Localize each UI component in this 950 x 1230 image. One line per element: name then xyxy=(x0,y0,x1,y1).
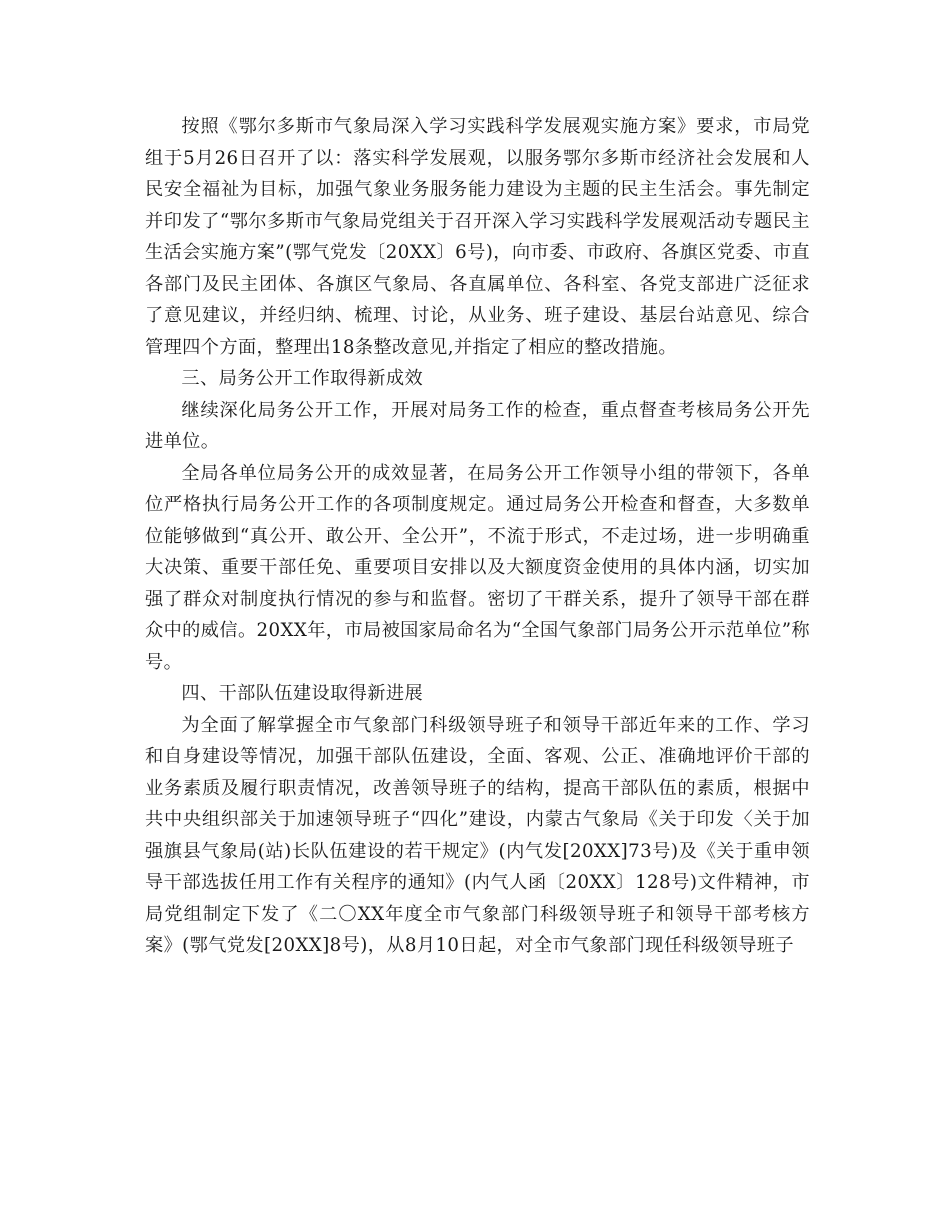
section-heading-affairs-disclosure: 三、局务公开工作取得新成效 xyxy=(181,368,424,389)
paragraph-cadre-assessment: 为全面了解掌握全市气象部门科级领导班子和领导干部近年来的工作、学习和自身建设等情况，加强干部队伍建设，全面、客观、公正、准确地评价干部的业务素质及履行职责情况，改善领导班子的结构，提高干部队伍的素质，根据中共中央组织部关于加速领导班子“四化”建设，内蒙古气象局《关于印发〈关于加强旗县气象局(站)长队伍建设的若干规定》(内气发[20XX]73号)及《关于重申领导干部选拔任用工作有关程序的通知》(内气人函〔20XX〕128号)文件精神，市局党组制定下发了《二〇XX年度全市气象部门科级领导班子和领导干部考核方案》(鄂气党发[20XX]8号)，从8月10日起，对全市气象部门现任科级领导班子 xyxy=(145,714,810,956)
section-heading-cadre-team: 四、干部队伍建设取得新进展 xyxy=(181,683,424,704)
document-body xyxy=(145,111,810,962)
paragraph-deepen-disclosure: 继续深化局务公开工作，开展对局务工作的检查，重点督查考核局务公开先进单位。 xyxy=(145,399,810,452)
paragraph-disclosure-results: 全局各单位局务公开的成效显著，在局务公开工作领导小组的带领下，各单位严格执行局务公开工作的各项制度规定。通过局务公开检查和督查，大多数单位能够做到“真公开、敢公开、全公开”，不流于形式，不走过场，进一步明确重大决策、重要干部任免、重要项目安排以及大额度资金使用的具体内涵，切实加强了群众对制度执行情况的参与和监督。密切了干群关系，提升了领导干部在群众中的威信。20XX年，市局被国家局命名为“全国气象部门局务公开示范单位”称号。 xyxy=(145,462,810,673)
paragraph-party-meeting: 按照《鄂尔多斯市气象局深入学习实践科学发展观实施方案》要求，市局党组于5月26日召开了以：落实科学发展观，以服务鄂尔多斯市经济社会发展和人民安全福祉为目标，加强气象业务服务能力建设为主题的民主生活会。事先制定并印发了“鄂尔多斯市气象局党组关于召开深入学习实践科学发展观活动专题民主生活会实施方案”(鄂气党发〔20XX〕6号)，向市委、市政府、各旗区党委、市直各部门及民主团体、各旗区气象局、各直属单位、各科室、各党支部进广泛征求了意见建议，并经归纳、梳理、讨论，从业务、班子建设、基层台站意见、综合管理四个方面，整理出18条整改意见,并指定了相应的整改措施。 xyxy=(145,116,810,358)
